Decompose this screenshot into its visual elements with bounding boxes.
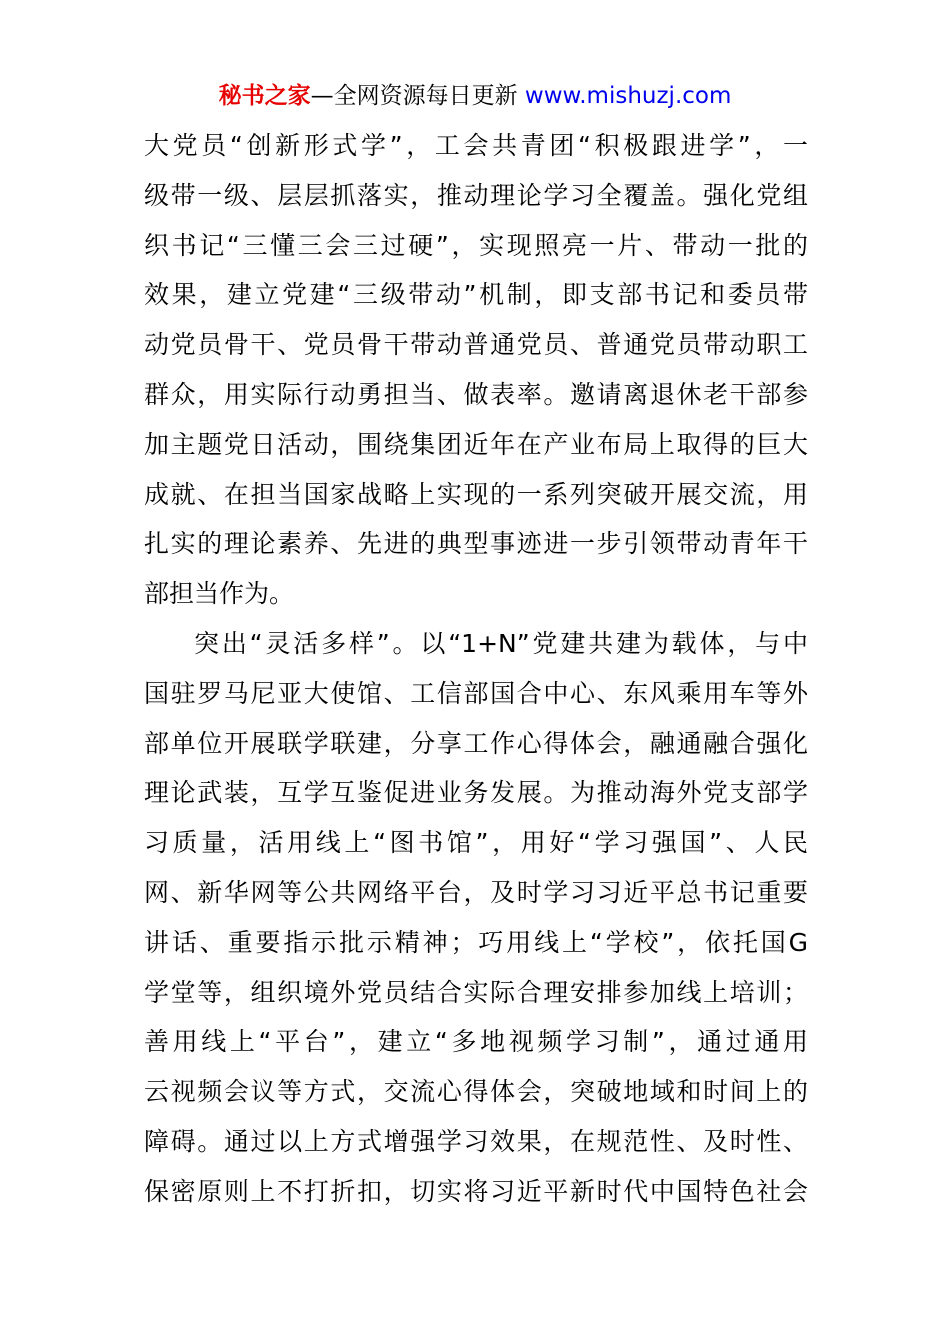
page-header (0, 80, 950, 112)
text-line: 效果，建立党建“三级带动”机制，即支部书记和委员带 (144, 280, 808, 310)
text-line: 动党员骨干、党员骨干带动普通党员、普通党员带动职工 (144, 330, 808, 360)
paragraph-2 (144, 619, 808, 1217)
text-line: 部担当作为。 (144, 579, 295, 609)
text-line: 大党员“创新形式学”，工会共青团“积极跟进学”，一 (144, 131, 808, 160)
text-line: 理论武装，互学互鉴促进业务发展。为推动海外党支部学 (144, 778, 808, 808)
text-line: 突出“灵活多样”。以“1+N”党建共建为载体，与中 (194, 628, 808, 658)
text-line: 网、新华网等公共网络平台，及时学习习近平总书记重要 (144, 877, 808, 907)
text-line: 扎实的理论素养、先进的典型事迹进一步引领带动青年干 (144, 529, 808, 559)
text-line: 级带一级、层层抓落实，推动理论学习全覆盖。强化党组 (144, 180, 808, 210)
text-line: 讲话、重要指示批示精神；巧用线上“学校”，依托国G (144, 927, 808, 957)
text-line: 成就、在担当国家战略上实现的一系列突破开展交流，用 (144, 479, 808, 509)
text-line: 加主题党日活动，围绕集团近年在产业布局上取得的巨大 (144, 429, 808, 459)
text-line: 云视频会议等方式，交流心得体会，突破地域和时间上的 (144, 1077, 808, 1107)
text-line: 国驻罗马尼亚大使馆、工信部国合中心、东风乘用车等外 (144, 678, 808, 708)
text-line: 群众，用实际行动勇担当、做表率。邀请离退休老干部参 (144, 379, 808, 409)
text-line: 部单位开展联学联建，分享工作心得体会，融通融合强化 (144, 728, 808, 758)
site-brand: 秘书之家 (218, 83, 311, 109)
site-url-link[interactable]: www.mishuzj.com (524, 83, 732, 109)
text-line: 习质量，活用线上“图书馆”，用好“学习强国”、人民 (144, 828, 808, 858)
document-body (144, 121, 808, 1217)
site-tagline: —全网资源每日更新 (310, 83, 525, 109)
text-line: 保密原则上不打折扣，切实将习近平新时代中国特色社会 (144, 1176, 808, 1206)
text-line: 织书记“三懂三会三过硬”，实现照亮一片、带动一批的 (144, 230, 808, 260)
paragraph-1 (144, 121, 808, 619)
text-line: 学堂等，组织境外党员结合实际合理安排参加线上培训； (144, 977, 808, 1007)
text-line: 障碍。通过以上方式增强学习效果，在规范性、及时性、 (144, 1126, 808, 1156)
text-line: 善用线上“平台”，建立“多地视频学习制”，通过通用 (144, 1027, 808, 1057)
